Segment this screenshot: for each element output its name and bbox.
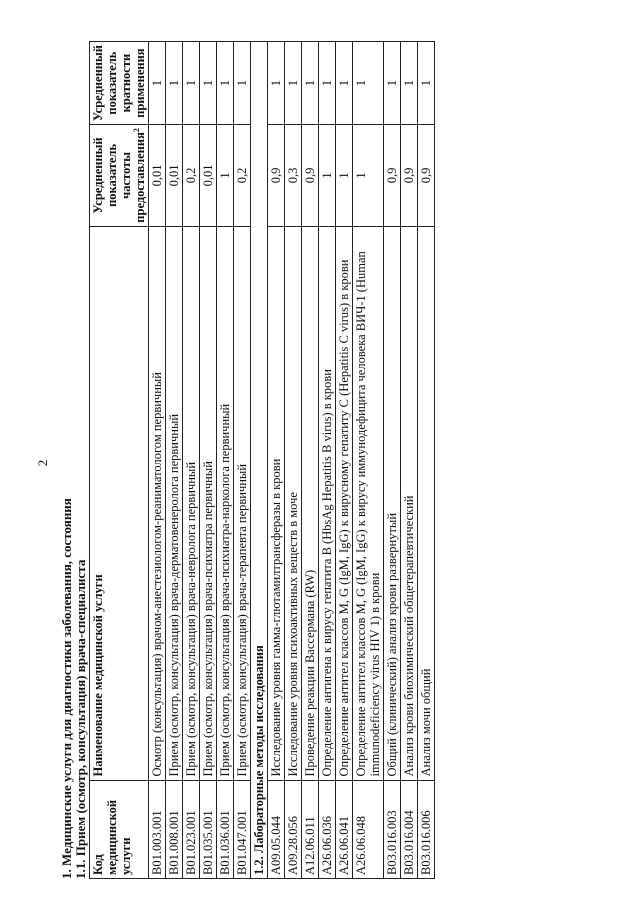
cell-multiplicity: 1 <box>319 42 336 125</box>
cell-frequency: 0,01 <box>149 125 166 227</box>
cell-code: A09.28.056 <box>285 780 302 878</box>
cell-name: Прием (осмотр, консультация) врача-психиатра-нарколога первичный <box>217 226 234 780</box>
table-row <box>149 42 166 879</box>
lab-group <box>251 42 268 879</box>
cell-code: B01.008.001 <box>166 780 183 878</box>
cell-name: Прием (осмотр, консультация) врача-психиатра первичный <box>200 226 217 780</box>
cell-name: Проведение реакции Вассермана (RW) <box>302 226 319 780</box>
group-row <box>251 42 268 879</box>
table-row <box>384 42 401 879</box>
cell-name: Анализ крови биохимический общетерапевтический <box>401 226 418 780</box>
table-row <box>166 42 183 879</box>
cell-multiplicity: 1 <box>268 42 285 125</box>
cell-multiplicity: 1 <box>401 42 418 125</box>
table-row <box>401 42 418 879</box>
cell-frequency: 0,9 <box>384 125 401 227</box>
cell-frequency: 1 <box>353 125 384 227</box>
cell-multiplicity: 1 <box>183 42 200 125</box>
cell-code: B03.016.003 <box>384 780 401 878</box>
document-sheet <box>60 41 435 879</box>
cell-frequency: 0,3 <box>285 125 302 227</box>
cell-multiplicity: 1 <box>302 42 319 125</box>
lab-rows <box>268 42 435 879</box>
table-row <box>336 42 353 879</box>
cell-name: Определение антигена к вирусу гепатита B (HbsAg Hepatitis B virus) в крови <box>319 226 336 780</box>
table-row <box>183 42 200 879</box>
cell-frequency: 1 <box>319 125 336 227</box>
cell-multiplicity: 1 <box>234 42 251 125</box>
cell-name: Общий (клинический) анализ крови развернутый <box>384 226 401 780</box>
page-number: 2 <box>35 459 50 467</box>
cell-code: B01.035.001 <box>200 780 217 878</box>
cell-frequency: 0,9 <box>268 125 285 227</box>
cell-multiplicity: 1 <box>166 42 183 125</box>
cell-code: B03.016.006 <box>418 780 435 878</box>
table-row <box>217 42 234 879</box>
cell-name: Прием (осмотр, консультация) врача-невролога первичный <box>183 226 200 780</box>
cell-name: Прием (осмотр, консультация) врача-терапевта первичный <box>234 226 251 780</box>
table-row <box>285 42 302 879</box>
cell-code: A12.06.011 <box>302 780 319 878</box>
table-row <box>302 42 319 879</box>
header-frequency-label: Усредненный показатель частоты предоставления <box>91 132 147 223</box>
table-header-row <box>90 42 149 879</box>
cell-frequency: 1 <box>217 125 234 227</box>
cell-multiplicity: 1 <box>336 42 353 125</box>
cell-name: Осмотр (консультация) врачом-анестезиологом-реаниматологом первичный <box>149 226 166 780</box>
cell-name: Прием (осмотр, консультация) врача-дерматовенеролога первичный <box>166 226 183 780</box>
cell-frequency: 0,2 <box>183 125 200 227</box>
cell-multiplicity: 1 <box>353 42 384 125</box>
cell-code: B03.016.004 <box>401 780 418 878</box>
header-multiplicity: Усредненный показатель кратности применения <box>90 42 149 125</box>
cell-frequency: 0,01 <box>200 125 217 227</box>
cell-code: A26.06.048 <box>353 780 384 878</box>
group-title: 1.2. Лабораторные методы исследования <box>251 42 268 879</box>
cell-multiplicity: 1 <box>149 42 166 125</box>
header-name: Наименование медицинской услуги <box>90 226 149 780</box>
header-frequency <box>90 125 149 227</box>
cell-frequency: 1 <box>336 125 353 227</box>
section-title: 1. Медицинские услуги для диагностики заболевания, состояния <box>59 498 74 879</box>
footnote-marker: 2 <box>131 128 141 133</box>
cell-frequency: 0,9 <box>418 125 435 227</box>
cell-frequency: 0,9 <box>302 125 319 227</box>
services-table <box>89 41 435 879</box>
cell-name: Определение антител классов M, G (IgM, IgG) к вирусному гепатиту C (Hepatitis C virus) в крови <box>336 226 353 780</box>
table-row <box>268 42 285 879</box>
cell-multiplicity: 1 <box>200 42 217 125</box>
subsection-title: 1.1. Прием (осмотр, консультация) врача-специалиста <box>73 559 88 879</box>
cell-code: B01.003.001 <box>149 780 166 878</box>
cell-frequency: 0,2 <box>234 125 251 227</box>
cell-multiplicity: 1 <box>384 42 401 125</box>
consultation-rows <box>149 42 251 879</box>
cell-name: Определение антител классов M, G (IgM, IgG) к вирусу иммунодефицита человека ВИЧ-1 (Human immunodeficiency virus HIV 1) в крови <box>353 226 384 780</box>
table-row <box>319 42 336 879</box>
cell-frequency: 0,9 <box>401 125 418 227</box>
cell-name: Исследование уровня психоактивных веществ в моче <box>285 226 302 780</box>
cell-multiplicity: 1 <box>418 42 435 125</box>
cell-code: B01.023.001 <box>183 780 200 878</box>
header-code: Код медицинской услуги <box>90 780 149 878</box>
table-row <box>418 42 435 879</box>
table-row <box>200 42 217 879</box>
cell-code: B01.047.001 <box>234 780 251 878</box>
table-row <box>353 42 384 879</box>
cell-multiplicity: 1 <box>217 42 234 125</box>
cell-code: B01.036.001 <box>217 780 234 878</box>
cell-code: A26.06.041 <box>336 780 353 878</box>
cell-frequency: 0,01 <box>166 125 183 227</box>
cell-code: A26.06.036 <box>319 780 336 878</box>
cell-name: Исследование уровня гамма-глютамилтрансферазы в крови <box>268 226 285 780</box>
table-row <box>234 42 251 879</box>
cell-name: Анализ мочи общий <box>418 226 435 780</box>
cell-multiplicity: 1 <box>285 42 302 125</box>
cell-code: A09.05.044 <box>268 780 285 878</box>
